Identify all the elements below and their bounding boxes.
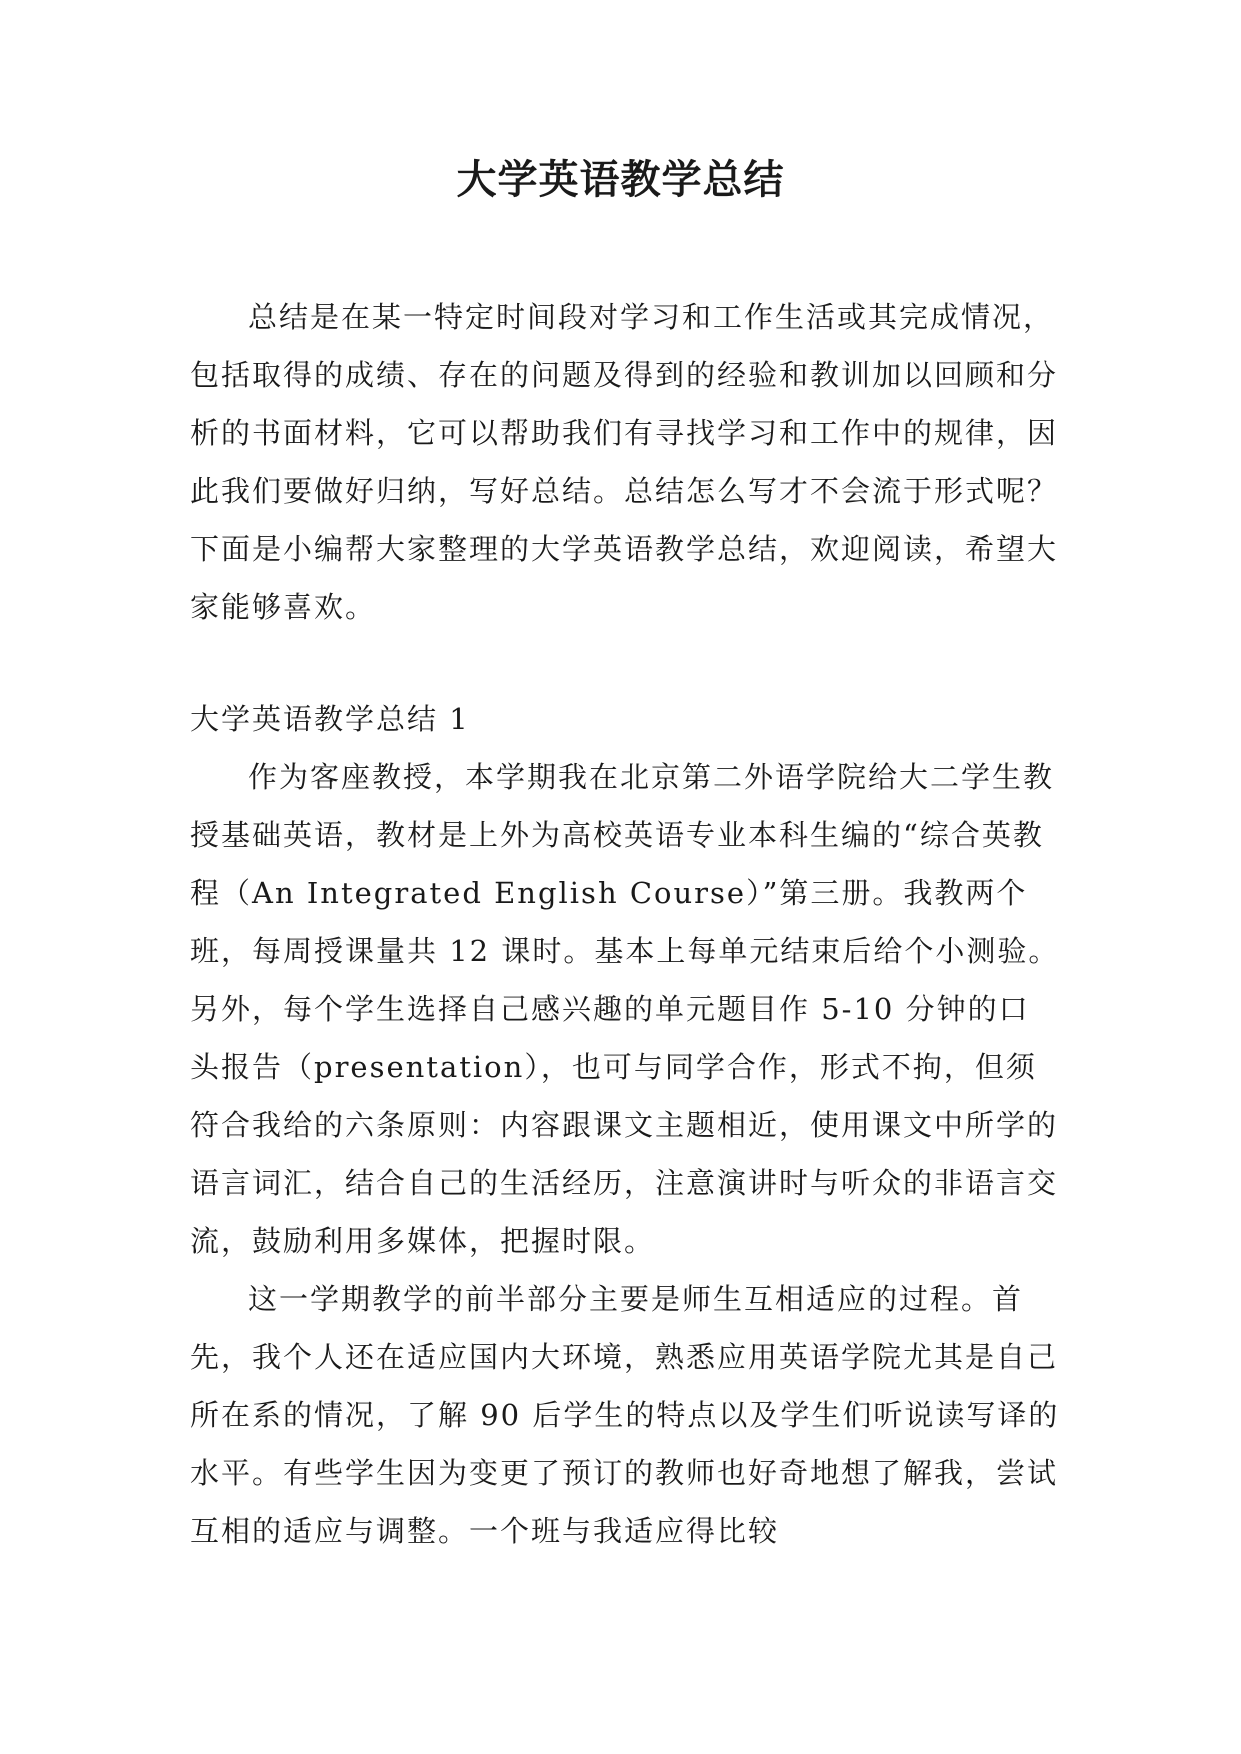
document-title: 大学英语教学总结	[456, 157, 785, 203]
section-heading: 大学英语教学总结 1	[190, 702, 470, 736]
body-paragraph-1: 作为客座教授，本学期我在北京第二外语学院给大二学生教授基础英语，教材是上外为高校英语专业本科生编的“综合英教程（An Integrated English Course）”第三册。我教两个班，每周授课量共 12 课时。基本上每单元结束后给个小测验。另外，每个学生选择自己感兴趣的单元题目作 5-10 分钟的口头报告（presentation），也可与同学合作，形式不拘，但须符合我给的六条原则：内容跟课文主题相近，使用课文中所学的语言词汇，结合自己的生活经历，注意演讲时与听众的非语言交流，鼓励利用多媒体，把握时限。	[190, 760, 1060, 1258]
body-paragraph-2: 这一学期教学的前半部分主要是师生互相适应的过程。首先，我个人还在适应国内大环境，熟悉应用英语学院尤其是自己所在系的情况，了解 90 后学生的特点以及学生们听说读写译的水平。有些学生因为变更了预订的教师也好奇地想了解我，尝试互相的适应与调整。一个班与我适应得比较	[190, 1282, 1060, 1548]
intro-paragraph: 总结是在某一特定时间段对学习和工作生活或其完成情况，包括取得的成绩、存在的问题及得到的经验和教训加以回顾和分析的书面材料，它可以帮助我们有寻找学习和工作中的规律，因此我们要做好归纳，写好总结。总结怎么写才不会流于形式呢？下面是小编帮大家整理的大学英语教学总结，欢迎阅读，希望大家能够喜欢。	[190, 300, 1059, 624]
intro-block	[190, 288, 1060, 636]
section-block	[190, 690, 1060, 1560]
